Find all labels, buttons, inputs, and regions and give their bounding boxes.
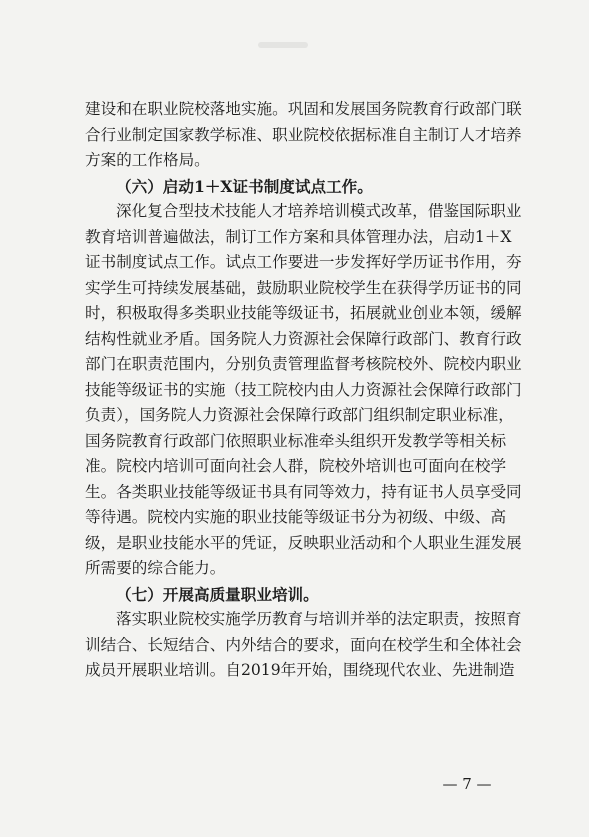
text-line: 结构性就业矛盾。国务院人力资源社会保障行政部门、教育行政	[85, 329, 522, 348]
section-heading: （六）启动1＋X证书制度试点工作。	[116, 176, 373, 196]
text-line: 负责），国务院人力资源社会保障行政部门组织制定职业标准，	[85, 406, 514, 424]
section-heading: （七）开展高质量职业培训。	[116, 584, 319, 604]
body-text	[85, 97, 522, 684]
text-line: 生。各类职业技能等级证书具有同等效力，持有证书人员享受同	[85, 482, 522, 501]
show-through-mark	[258, 42, 308, 48]
text-line: 等待遇。院校内实施的职业技能等级证书分为初级、中级、高	[85, 508, 507, 526]
text-line: 国务院教育行政部门依照职业标准牵头组织开发教学等相关标	[85, 431, 507, 450]
text-line: 落实职业院校实施学历教育与培训并举的法定职责，按照育	[116, 610, 522, 628]
text-line: 部门在职责范围内，分别负责管理监督考核院校外、院校内职业	[85, 355, 522, 373]
text-line: 时，积极取得多类职业技能等级证书，拓展就业创业本领，缓解	[85, 304, 522, 322]
text-line: 所需要的综合能力。	[85, 559, 226, 577]
text-line: 建设和在职业院校落地实施。巩固和发展国务院教育行政部门联	[85, 100, 522, 118]
text-line: 成员开展职业培训。自2019年开始，围绕现代农业、先进制造	[85, 661, 515, 679]
text-line: 准。院校内培训可面向社会人群，院校外培训也可面向在校学	[85, 457, 507, 475]
text-line: 方案的工作格局。	[85, 151, 210, 169]
text-line: 合行业制定国家教学标准、职业院校依据标准自主制订人才培养	[85, 125, 522, 144]
text-line: 训结合、长短结合、内外结合的要求，面向在校学生和全体社会	[85, 635, 522, 654]
text-line: 证书制度试点工作。试点工作要进一步发挥好学历证书作用，夯	[85, 253, 522, 271]
text-line: 实学生可持续发展基础，鼓励职业院校学生在获得学历证书的同	[85, 278, 522, 297]
text-line: 技能等级证书的实施（技工院校内由人力资源社会保障行政部门	[85, 380, 522, 399]
text-line: 级，是职业技能水平的凭证，反映职业活动和个人职业生涯发展	[85, 533, 522, 552]
text-line: 教育培训普遍做法，制订工作方案和具体管理办法，启动1＋X	[85, 227, 512, 246]
page-number: — 7 —	[442, 775, 492, 793]
text-line: 深化复合型技术技能人才培养培训模式改革，借鉴国际职业	[116, 202, 522, 220]
